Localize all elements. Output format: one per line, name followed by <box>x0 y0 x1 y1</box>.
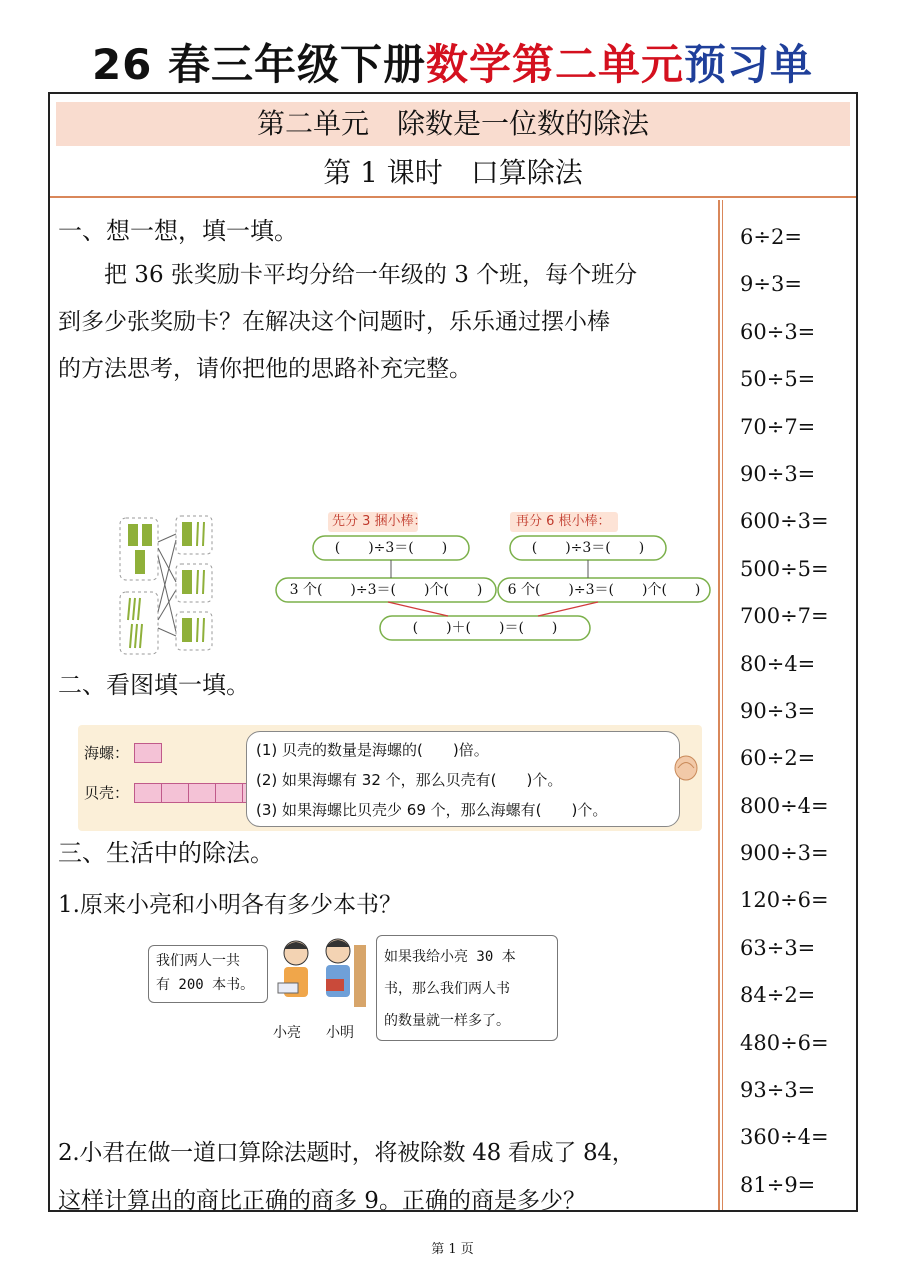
shell-diagram <box>78 725 702 831</box>
sticks-diagram <box>118 512 718 662</box>
calc-item: 93÷3= <box>740 1078 816 1103</box>
section1-line-2: 到多少张奖励卡？在解决这个问题时，乐乐通过摆小棒 <box>58 309 610 335</box>
title-part-type: 预习单 <box>684 40 814 89</box>
title-part-grade: 26 春三年级下册 <box>91 40 427 89</box>
stick-bundle <box>142 524 152 546</box>
calc-item: 60÷3= <box>740 319 816 344</box>
column-divider-inner <box>722 200 723 1210</box>
label-first-bundles: 先分 3 捆小棒： <box>332 514 427 529</box>
calc-item: 9÷3= <box>740 272 802 297</box>
name-xiaoming: 小明 <box>326 1025 354 1041</box>
connector-arrows <box>391 560 588 578</box>
eq-right-mid: 6 个( )÷3＝( )个( ) <box>507 582 701 598</box>
calc-item: 120÷6= <box>740 888 829 913</box>
eq-left-top: ( )÷3＝( ) <box>334 540 448 556</box>
calc-item: 500÷5= <box>740 556 829 581</box>
bubble-left-line-1: 我们两人一共 <box>156 953 240 969</box>
shell-icon <box>674 753 700 783</box>
two-boys-illustration <box>268 935 368 1025</box>
calc-item: 700÷7= <box>740 604 829 629</box>
shell-question-1: (1) 贝壳的数量是海螺的( )倍。 <box>256 741 489 759</box>
section3-q2-line-1: 2.小君在做一道口算除法题时，将被除数 48 看成了 84， <box>58 1140 635 1166</box>
calc-item: 360÷4= <box>740 1125 829 1150</box>
eq-left-mid: 3 个( )÷3＝( )个( ) <box>289 582 483 598</box>
calc-item: 60÷2= <box>740 746 816 771</box>
label-then-sticks: 再分 6 根小棒： <box>516 514 611 529</box>
section1-heading: 一、想一想，填一填。 <box>58 217 298 245</box>
worksheet-header <box>50 94 856 198</box>
section3-q1: 1.原来小亮和小明各有多少本书？ <box>58 892 402 918</box>
page-number: 第 1 页 <box>431 1242 474 1257</box>
sum-arrows <box>388 602 598 616</box>
calc-item: 50÷5= <box>740 367 816 392</box>
calc-item: 900÷3= <box>740 841 829 866</box>
eq-bottom: ( )＋( )＝( ) <box>412 620 558 636</box>
section2-heading: 二、看图填一填。 <box>58 671 250 699</box>
section1-line-1: 把 36 张奖励卡平均分给一年级的 3 个班，每个班分 <box>104 262 638 288</box>
column-divider <box>718 200 720 1210</box>
section3-q2-line-2: 这样计算出的商比正确的商多 9。正确的商是多少？ <box>58 1188 586 1214</box>
bubble-right-line-3: 的数量就一样多了。 <box>384 1013 510 1029</box>
calc-item: 81÷9= <box>740 1172 816 1197</box>
eq-right-top: ( )÷3＝( ) <box>531 540 645 556</box>
page-title <box>0 40 905 90</box>
shell-question-3: (3) 如果海螺比贝壳少 69 个，那么海螺有( )个。 <box>256 801 608 819</box>
stick-bundle <box>135 550 145 574</box>
calc-item: 480÷6= <box>740 1030 829 1055</box>
calc-item: 800÷4= <box>740 793 829 818</box>
bubble-left-line-2: 有 200 本书。 <box>156 977 255 993</box>
stick-bundle <box>128 524 138 546</box>
calc-item: 90÷3= <box>740 698 816 723</box>
calc-item: 80÷4= <box>740 651 816 676</box>
unit-title: 第二单元 除数是一位数的除法 <box>56 102 850 146</box>
shell-question-2: (2) 如果海螺有 32 个，那么贝壳有( )个。 <box>256 771 563 789</box>
bubble-right-line-1: 如果我给小亮 30 本 <box>384 949 516 965</box>
lesson-title: 第 1 课时 口算除法 <box>323 156 583 189</box>
calc-item: 70÷7= <box>740 414 816 439</box>
name-xiaoliang: 小亮 <box>273 1025 301 1041</box>
snail-bar <box>134 743 162 763</box>
bubble-right-line-2: 书，那么我们两人书 <box>384 981 510 997</box>
title-part-subject: 数学第二单元 <box>426 40 685 89</box>
worksheet <box>48 92 858 1212</box>
section1-line-3: 的方法思考，请你把他的思路补充完整。 <box>58 356 472 382</box>
calc-item: 63÷3= <box>740 935 816 960</box>
calc-item: 84÷2= <box>740 983 816 1008</box>
dialogue-figure <box>148 935 558 1045</box>
result-boxes <box>176 516 212 650</box>
label-snail: 海螺： <box>84 744 130 762</box>
calc-item: 90÷3= <box>740 461 816 486</box>
calc-item: 600÷3= <box>740 509 829 534</box>
oral-calc-list <box>740 214 850 1209</box>
section3-heading: 三、生活中的除法。 <box>58 839 274 867</box>
distribute-arrows <box>158 534 176 636</box>
single-sticks <box>128 598 142 648</box>
label-shell: 贝壳： <box>84 784 130 802</box>
calc-item: 6÷2= <box>740 225 802 249</box>
